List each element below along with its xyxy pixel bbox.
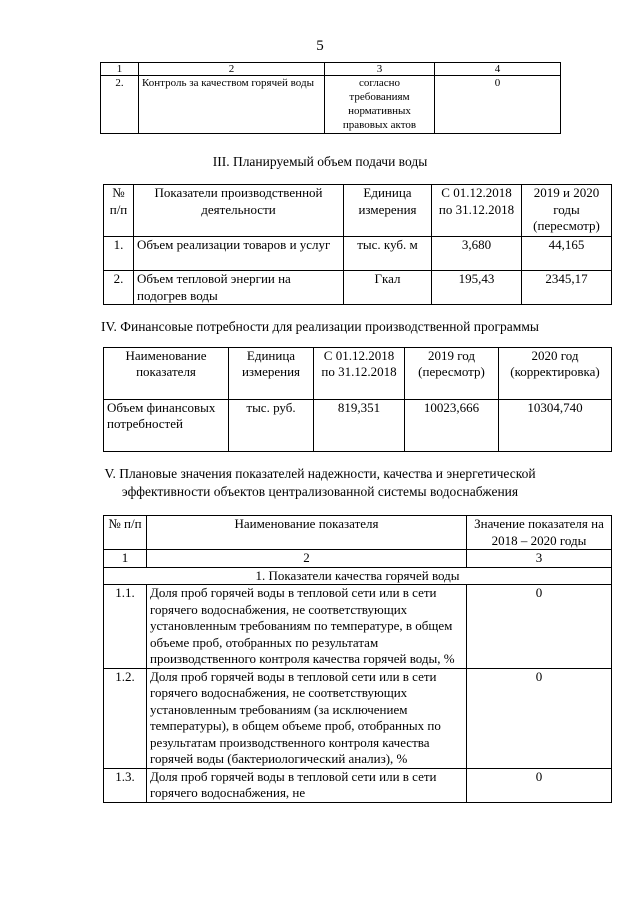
col-number: 1 [104,550,147,568]
row-value: 10023,666 [405,400,499,452]
water-supply-table [103,184,612,305]
row-value: 0 [467,768,612,802]
row-name: Объем финансовых потребностей [104,400,229,452]
table-row [104,400,612,452]
row-number: 2. [104,271,134,305]
col-number: 2 [139,63,325,76]
header-cell: Показатели производственной деятельности [134,185,344,237]
section-5-title [0,465,640,501]
row-text: Доля проб горячей воды в тепловой сети или в сети горячего водоснабжения, не соответствующих установленным требованиям (за исключением температуры), в общем объеме проб, отобранных по результатам производственного контроля качества горячей воды (бактериологический анализ), % [147,668,467,768]
row-number: 1.3. [104,768,147,802]
row-name: Контроль за качеством горячей воды [139,76,325,134]
row-basis: согласно требованиям нормативных правовых актов [325,76,435,134]
header-row [104,516,612,550]
row-value: 3,680 [432,237,522,271]
row-value: 0 [435,76,561,134]
row-unit: Гкал [344,271,432,305]
table-row [104,237,612,271]
financial-needs-table [103,347,612,452]
row-value: 10304,740 [499,400,612,452]
row-name: Объем реализации товаров и услуг [134,237,344,271]
row-number: 1.1. [104,585,147,669]
header-row [104,185,612,237]
header-row [104,348,612,400]
row-value: 195,43 [432,271,522,305]
table-row [104,585,612,669]
section-5-title-line: V. Плановые значения показателей надежности, качества и энергетической [104,466,536,481]
row-unit: тыс. руб. [229,400,314,452]
col-number: 2 [147,550,467,568]
row-unit: тыс. куб. м [344,237,432,271]
table-row [104,768,612,802]
row-value: 0 [467,668,612,768]
row-value: 44,165 [522,237,612,271]
header-cell: Наименование показателя [147,516,467,550]
table-row [104,271,612,305]
row-value: 0 [467,585,612,669]
header-cell: Единица измерения [344,185,432,237]
header-cell: С 01.12.2018 по 31.12.2018 [432,185,522,237]
row-number: 2. [101,76,139,134]
section-3-title: III. Планируемый объем подачи воды [212,154,428,169]
column-number-row [101,63,561,76]
header-cell: № п/п [104,516,147,550]
row-name: Объем тепловой энергии на подогрев воды [134,271,344,305]
row-text: Доля проб горячей воды в тепловой сети или в сети горячего водоснабжения, не [147,768,467,802]
header-cell: № п/п [104,185,134,237]
col-number: 3 [325,63,435,76]
header-cell: Значение показателя на 2018 – 2020 годы [467,516,612,550]
row-text: Доля проб горячей воды в тепловой сети или в сети горячего водоснабжения, не соответствующих установленным требованиям по температуре, в общем объеме проб, отобранных по результатам производственного контроля качества горячей воды, % [147,585,467,669]
column-number-row [104,550,612,568]
row-value: 819,351 [314,400,405,452]
group-title: 1. Показатели качества горячей воды [104,567,612,585]
header-cell: Наименование показателя [104,348,229,400]
header-cell: 2019 и 2020 годы (пересмотр) [522,185,612,237]
row-number: 1.2. [104,668,147,768]
col-number: 4 [435,63,561,76]
row-number: 1. [104,237,134,271]
indicators-table [103,515,612,803]
header-cell: 2019 год (пересмотр) [405,348,499,400]
header-cell: С 01.12.2018 по 31.12.2018 [314,348,405,400]
group-row [104,567,612,585]
section-4-title: IV. Финансовые потребности для реализации производственной программы [101,319,539,334]
table-row [101,76,561,134]
table-row [104,668,612,768]
header-cell: 2020 год (корректировка) [499,348,612,400]
section-5-title-line: эффективности объектов централизованной системы водоснабжения [121,484,519,499]
row-value: 2345,17 [522,271,612,305]
col-number: 3 [467,550,612,568]
header-cell: Единица измерения [229,348,314,400]
continuation-table [100,62,561,134]
page-number: 5 [316,38,324,54]
col-number: 1 [101,63,139,76]
